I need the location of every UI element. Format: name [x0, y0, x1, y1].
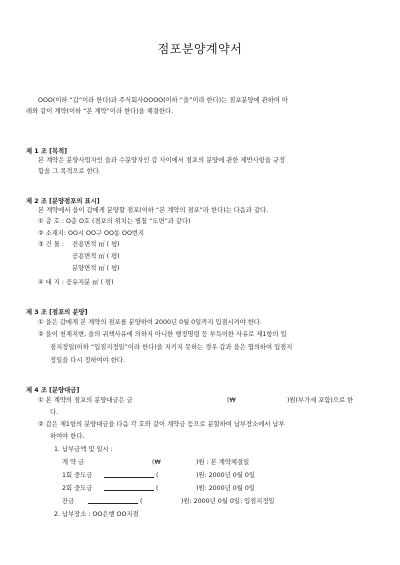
interim-1-date: )원: 2000년 0월 0일 [196, 472, 255, 479]
interim-2-date: )원: 2000년 0월 0일 [196, 485, 255, 492]
article-3-line-2: ② 을이 천재지변, 을의 귀책사유에 의하지 아니한 행정명령 등 부득이한 사유로 제1항의 입 [38, 331, 287, 338]
document-title: 점포분양계약서 [157, 42, 243, 56]
payment-schedule-heading: 1. 납부금액 및 일시 : [54, 446, 113, 453]
payment-place: 2. 납부장소 : OO은행 OO지점 [54, 511, 139, 518]
interim-1-paren: ( [156, 472, 159, 479]
article-3-heading: 제 3 조 [점포의 분양] [26, 309, 88, 316]
article-2-lead: 본 계약에서 을이 갑에게 분양할 점포(이하 “본 계약의 점포”라 한다)는 다음과 같다. [38, 207, 269, 214]
balance-blank [88, 498, 138, 504]
intro-line-1: OOO(이하 “갑”이라 한다)과 주식회사OOOO(이하 “을”이라 한다)는 점포분양에 관하여 아 [38, 97, 288, 104]
article-3-line-3: 점지정일(이하 “입점지정일”이라 한다)을 지키지 못하는 경우 갑과 을은 협의하여 입점지 [50, 344, 293, 351]
article-4-heading: 제 4 조 [분양대금] [26, 387, 80, 394]
interim-2-blank [104, 485, 154, 491]
balance-paren: ( [140, 498, 143, 505]
article-4-line-1-mid: (₩ [227, 397, 236, 404]
article-2-item-4: ④ 대 지 : 공유지분 ㎡ ( 평) [38, 279, 114, 286]
article-1-line-2: 함을 그 목적으로 한다. [38, 168, 101, 175]
area-sale: 분양면적 ㎡ ( 평) [72, 265, 120, 272]
article-4-line-2: 다. [50, 409, 59, 416]
intro-line-2: 래와 같이 계약(이하 “본 계약”이라 한다)을 체결한다. [26, 108, 174, 115]
interim-2-label: 2회 중도금 [62, 485, 93, 492]
article-2-heading: 제 2 조 [분양점포의 표시] [26, 198, 100, 205]
article-1-heading: 제 1 조 [목적] [26, 148, 68, 155]
article-4-line-1-end: )원(부가세 포함)으로 한 [287, 397, 354, 404]
article-4-line-4: 하여야 한다. [50, 433, 85, 440]
article-1-line-1: 본 계약은 분양사업자인 을과 수분양자인 갑 사이에서 점포의 분양에 관한 제반사항을 규정 [38, 157, 286, 164]
article-4-line-3: ② 갑은 제1항의 분양대금을 다음 각 호와 같이 계약금 등으로 분할하여 납부장소에서 납부 [38, 421, 285, 428]
interim-1-label: 1회 중도금 [62, 472, 93, 479]
interim-2-paren: ( [156, 485, 159, 492]
deposit-label: 계 약 금 [62, 459, 85, 466]
area-exclusive: 전용면적 ㎡ ( 평) [72, 241, 120, 248]
balance-date: )원: 2000년 0월 0일: 입점지정일 [181, 498, 275, 505]
article-2-item-3-label: ③ 건 물 : [38, 241, 64, 248]
deposit-date: )원 : 본 계약체결일 [196, 459, 250, 466]
article-3-line-1: ① 을은 갑에게 본 계약의 점포를 분양하여 2000년 0월 0일까지 입점시켜야 한다. [38, 319, 263, 326]
article-4-line-1-start: ① 본 계약의 점포의 분양대금은 금 [38, 397, 133, 404]
balance-label: 잔금 [62, 498, 75, 505]
area-common: 공용면적 ㎡ ( 평) [72, 253, 120, 260]
article-2-item-2: ② 소재지: OO시 OO구 OO동 OO번지 [38, 230, 145, 237]
interim-1-blank [104, 472, 154, 478]
article-3-line-4: 정일을 다시 정하여야 한다. [50, 357, 125, 364]
deposit-amount: (₩ [152, 459, 161, 466]
article-2-item-1: ① 층 호 : O층 O호 (점포의 위치는 별첨 “도면”과 같다) [38, 218, 191, 225]
